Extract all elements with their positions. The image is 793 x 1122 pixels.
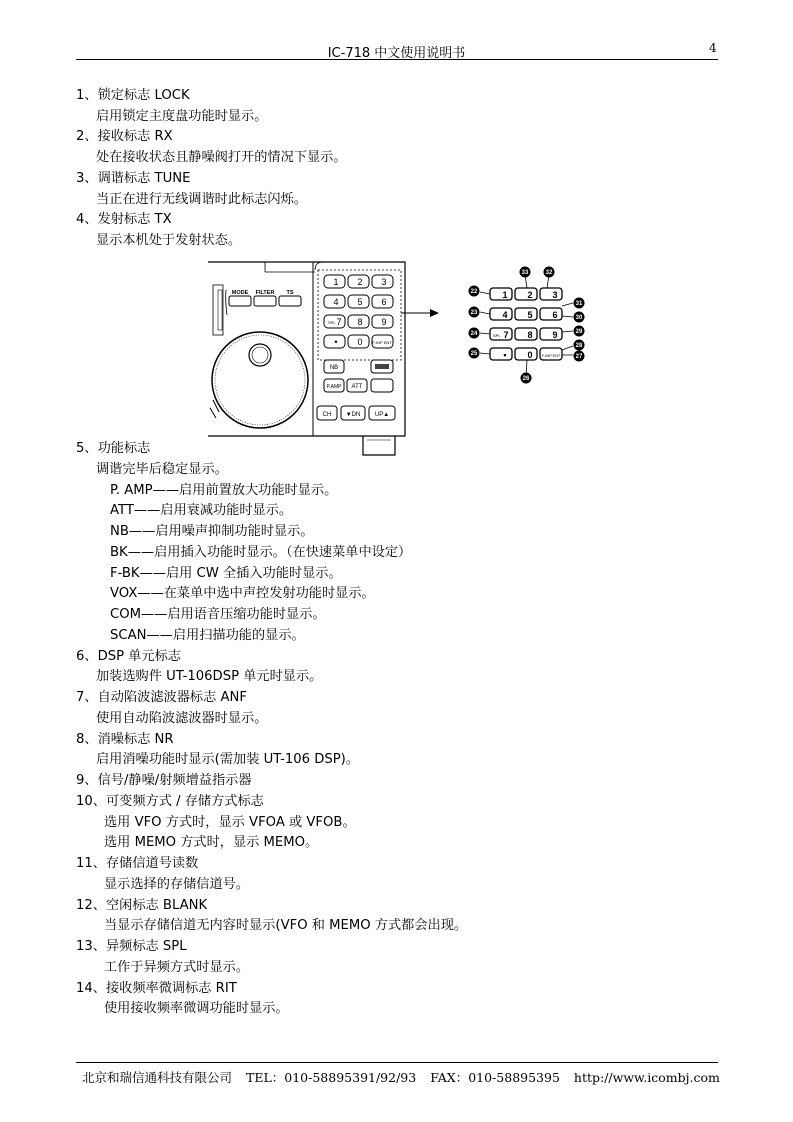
key-8[interactable] <box>348 315 369 328</box>
svg-text:25: 25 <box>470 351 478 357</box>
page-number: 4 <box>709 41 717 55</box>
enlarged-keypad <box>490 288 562 360</box>
key-label: 9 <box>381 317 387 327</box>
svg-text:23: 23 <box>470 310 478 316</box>
zoom-key-2 <box>515 288 537 300</box>
ts-label: TS <box>286 290 294 296</box>
key-label: 7 <box>336 317 342 327</box>
section-heading: 13、异频标志 SPL <box>76 939 187 954</box>
key-label: 1 <box>333 277 339 287</box>
svg-text:27: 27 <box>575 354 583 360</box>
svg-text:33: 33 <box>521 270 529 276</box>
svg-text:29: 29 <box>575 329 583 335</box>
key-label: 6 <box>381 297 387 307</box>
section-heading: 1、锁定标志 LOCK <box>76 88 190 103</box>
sub-item: VOX——在菜单中选中声控发射功能时显示。 <box>110 586 375 601</box>
callout-26 <box>521 373 532 384</box>
sub-item: BK——启用插入功能时显示。（在快速菜单中设定） <box>110 545 412 560</box>
section-heading: 7、自动陷波滤波器标志 ANF <box>76 690 247 705</box>
section-heading: 8、消噪标志 NR <box>76 732 174 747</box>
svg-text:26: 26 <box>522 376 530 382</box>
down-label: ▼DN <box>345 412 361 418</box>
zoom-key-6 <box>540 308 562 320</box>
callout-27 <box>574 351 585 362</box>
footer-company: 北京和瑞信通科技有限公司 <box>82 1070 233 1085</box>
callout-31 <box>574 298 585 309</box>
section-text: 工作于异频方式时显示。 <box>104 960 250 975</box>
key-1[interactable] <box>324 275 345 288</box>
key-label: • <box>334 337 338 347</box>
sub-item: NB——启用噪声抑制功能时显示。 <box>110 524 314 539</box>
zoom-key-8 <box>515 328 537 340</box>
top-button-row <box>229 290 301 306</box>
zoom-key-3 <box>540 288 562 300</box>
pamp-button[interactable] <box>324 379 344 392</box>
section-text: 选用 VFO 方式时，显示 VFOA 或 VFOB。 <box>104 815 356 830</box>
zoom-key-0 <box>515 348 537 360</box>
zoom-key-1 <box>490 288 512 300</box>
zoom-key-label: 7 <box>503 330 509 340</box>
header-rule <box>76 59 718 60</box>
section-heading: 4、发射标志 TX <box>76 212 172 227</box>
section-text: 启用锁定主度盘功能时显示。 <box>96 109 268 124</box>
zoom-key-label: 6 <box>552 310 558 320</box>
blank-side-button[interactable] <box>371 360 393 373</box>
svg-text:31: 31 <box>575 301 583 307</box>
zoom-key-label: F-INP ENT <box>541 354 561 358</box>
key-sublabel: SPL <box>328 320 336 325</box>
callout-32 <box>544 267 555 278</box>
section-heading: 11、存储信道号读数 <box>76 856 199 871</box>
footer-rule <box>76 1062 718 1063</box>
section-heading: 2、接收标志 RX <box>76 129 173 144</box>
section-text: 加装选购件 UT-106DSP 单元时显示。 <box>96 669 323 684</box>
zoom-key-label: 4 <box>502 310 508 320</box>
svg-text:32: 32 <box>545 270 553 276</box>
section-text: 选用 MEMO 方式时，显示 MEMO。 <box>104 835 319 850</box>
sub-item: P. AMP——启用前置放大功能时显示。 <box>110 483 338 498</box>
key-9[interactable] <box>372 315 393 328</box>
sub-item: F-BK——启用 CW 全插入功能时显示。 <box>110 566 342 581</box>
section-text: 显示选择的存储信道号。 <box>104 877 250 892</box>
key-2[interactable] <box>348 275 369 288</box>
side-buttons <box>324 360 393 392</box>
key-label: 8 <box>357 317 363 327</box>
section-heading: 12、空闲标志 BLANK <box>76 898 208 913</box>
key-6[interactable] <box>372 295 393 308</box>
bottom-buttons <box>317 406 395 420</box>
key-f-inp-ent[interactable] <box>372 335 393 348</box>
callout-30 <box>574 312 585 323</box>
callout-25 <box>469 348 480 359</box>
callout-29 <box>574 326 585 337</box>
sub-item: ATT——启用衰减功能时显示。 <box>110 503 293 518</box>
section-heading: 9、信号/静噪/射频增益指示器 <box>76 773 252 788</box>
down-button[interactable] <box>341 406 365 420</box>
up-button[interactable] <box>369 406 395 420</box>
key-4[interactable] <box>324 295 345 308</box>
key-label: 4 <box>333 297 339 307</box>
zoom-key-label: • <box>503 350 507 360</box>
callout-22 <box>469 286 480 297</box>
filter-button[interactable] <box>254 290 276 306</box>
pamp-label: P.AMP <box>326 384 342 390</box>
zoom-key-5 <box>515 308 537 320</box>
section-text: 显示本机处于发射状态。 <box>96 233 242 248</box>
key-label: 5 <box>357 297 363 307</box>
section-text: 处在接收状态且静噪阀打开的情况下显示。 <box>96 150 347 165</box>
zoom-key-label: 5 <box>527 310 533 320</box>
zoom-key-label: 8 <box>527 330 533 340</box>
zoom-key-label: 3 <box>552 290 558 300</box>
zoom-key-sublabel: SPL <box>493 333 501 338</box>
header-title: IC-718 中文使用说明书 <box>327 46 466 61</box>
key-0[interactable] <box>348 335 369 348</box>
sub-item: SCAN——启用扫描功能的显示。 <box>110 628 305 643</box>
zoom-key-label: 0 <box>527 350 533 360</box>
footer-tel: TEL：010-58895391/92/93 <box>246 1070 417 1085</box>
nb-button[interactable] <box>324 360 344 373</box>
key-label: F-INP ENT <box>372 340 392 345</box>
zoom-key-9 <box>540 328 562 340</box>
key-3[interactable] <box>372 275 393 288</box>
footer-fax: FAX：010-58895395 <box>430 1070 560 1085</box>
section-text: 使用接收频率微调功能时显示。 <box>104 1001 289 1016</box>
footer-url: http://www.icombj.com <box>573 1070 720 1085</box>
svg-text:30: 30 <box>575 315 583 321</box>
zoom-key-label: 9 <box>552 330 558 340</box>
callout-24 <box>469 328 480 339</box>
zoom-key-dot <box>490 348 512 360</box>
section-heading: 6、DSP 单元标志 <box>76 649 181 664</box>
zoom-key-label: 1 <box>502 290 508 300</box>
ch-button[interactable] <box>317 406 337 420</box>
keypad <box>324 275 393 348</box>
sub-item: COM——启用语音压缩功能时显示。 <box>110 607 326 622</box>
ts-button[interactable] <box>279 290 301 306</box>
section-heading: 3、调谐标志 TUNE <box>76 171 191 186</box>
ch-label: CH <box>322 412 332 418</box>
nb-label: NB <box>329 365 339 371</box>
callout-28 <box>574 340 585 351</box>
zoom-key-4 <box>490 308 512 320</box>
att-label: ATT <box>351 384 363 390</box>
key-dot[interactable] <box>324 335 345 348</box>
arrow-icon <box>401 309 439 317</box>
section-text: 启用消噪功能时显示(需加装 UT-106 DSP)。 <box>96 752 360 767</box>
section-text: 当显示存储信道无内容时显示(VFO 和 MEMO 方式都会出现。 <box>104 918 468 933</box>
section-heading: 14、接收频率微调标志 RIT <box>76 981 237 996</box>
up-label: UP▲ <box>374 412 390 418</box>
key-7[interactable] <box>324 315 345 328</box>
key-label: 2 <box>357 277 363 287</box>
zoom-key-7 <box>490 328 512 340</box>
page-footer <box>82 1068 730 1086</box>
callout-33 <box>520 267 531 278</box>
section-text: 调谐完毕后稳定显示。 <box>96 462 228 477</box>
filter-label: FILTER <box>255 290 275 296</box>
svg-text:28: 28 <box>575 343 583 349</box>
blank-side-button[interactable] <box>371 379 393 392</box>
section-heading: 5、功能标志 <box>76 441 151 456</box>
section-text: 使用自动陷波滤波器时显示。 <box>96 711 268 726</box>
section-heading: 10、可变频方式 / 存储方式标志 <box>76 794 264 809</box>
svg-text:22: 22 <box>470 289 478 295</box>
key-label: 3 <box>381 277 387 287</box>
zoom-key-label: 2 <box>527 290 533 300</box>
zoom-key-f-inp-ent <box>540 348 562 360</box>
callout-markers <box>469 267 585 384</box>
radio-front-panel-figure <box>205 260 605 460</box>
section-text: 当正在进行无线调谐时此标志闪烁。 <box>96 192 307 207</box>
att-button[interactable] <box>347 379 367 392</box>
key-5[interactable] <box>348 295 369 308</box>
mode-label: MODE <box>231 290 249 296</box>
mode-button[interactable] <box>229 290 251 306</box>
key-label: 0 <box>357 337 363 347</box>
svg-text:24: 24 <box>470 331 478 337</box>
callout-23 <box>469 307 480 318</box>
